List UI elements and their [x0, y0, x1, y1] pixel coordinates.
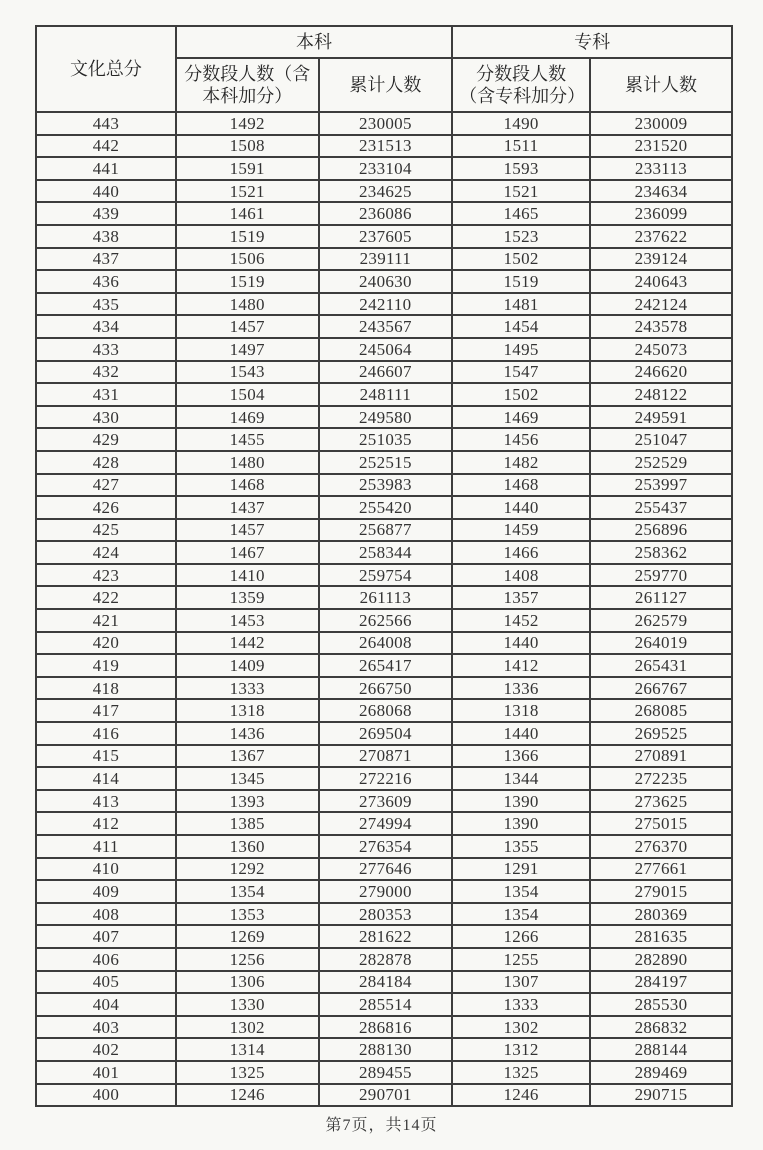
- cell-total-score: 424: [36, 541, 176, 564]
- cell-zhuanke-segment: 1452: [452, 609, 590, 632]
- cell-benke-cumulative: 264008: [319, 632, 453, 655]
- cell-benke-cumulative: 249580: [319, 406, 453, 429]
- cell-total-score: 407: [36, 925, 176, 948]
- table-row: [36, 135, 732, 158]
- cell-zhuanke-segment: 1593: [452, 157, 590, 180]
- cell-benke-segment: 1521: [176, 180, 319, 203]
- table-row: [36, 428, 732, 451]
- cell-benke-segment: 1457: [176, 519, 319, 542]
- cell-zhuanke-cumulative: 277661: [590, 858, 732, 881]
- cell-total-score: 422: [36, 586, 176, 609]
- cell-total-score: 439: [36, 202, 176, 225]
- cell-total-score: 438: [36, 225, 176, 248]
- table-row: [36, 270, 732, 293]
- cell-benke-segment: 1467: [176, 541, 319, 564]
- header-benke-group: 本科: [176, 26, 452, 58]
- table-row: [36, 812, 732, 835]
- cell-benke-cumulative: 242110: [319, 293, 453, 316]
- cell-total-score: 441: [36, 157, 176, 180]
- cell-benke-cumulative: 251035: [319, 428, 453, 451]
- cell-zhuanke-cumulative: 265431: [590, 654, 732, 677]
- cell-zhuanke-segment: 1325: [452, 1061, 590, 1084]
- header-zhuanke-segment: 分数段人数（含专科加分）: [452, 58, 590, 112]
- cell-total-score: 403: [36, 1016, 176, 1039]
- cell-zhuanke-segment: 1366: [452, 745, 590, 768]
- cell-zhuanke-segment: 1523: [452, 225, 590, 248]
- cell-benke-cumulative: 282878: [319, 948, 453, 971]
- cell-total-score: 429: [36, 428, 176, 451]
- table-row: [36, 361, 732, 384]
- cell-zhuanke-cumulative: 251047: [590, 428, 732, 451]
- table-row: [36, 835, 732, 858]
- cell-total-score: 416: [36, 722, 176, 745]
- cell-zhuanke-cumulative: 285530: [590, 993, 732, 1016]
- cell-benke-segment: 1492: [176, 112, 319, 135]
- cell-total-score: 409: [36, 880, 176, 903]
- cell-zhuanke-cumulative: 284197: [590, 971, 732, 994]
- cell-benke-segment: 1345: [176, 767, 319, 790]
- cell-zhuanke-segment: 1355: [452, 835, 590, 858]
- cell-zhuanke-cumulative: 252529: [590, 451, 732, 474]
- cell-zhuanke-cumulative: 259770: [590, 564, 732, 587]
- cell-zhuanke-cumulative: 275015: [590, 812, 732, 835]
- cell-zhuanke-cumulative: 242124: [590, 293, 732, 316]
- cell-total-score: 419: [36, 654, 176, 677]
- table-row: [36, 1038, 732, 1061]
- table-row: [36, 971, 732, 994]
- cell-total-score: 402: [36, 1038, 176, 1061]
- cell-zhuanke-cumulative: 261127: [590, 586, 732, 609]
- cell-total-score: 425: [36, 519, 176, 542]
- cell-benke-cumulative: 273609: [319, 790, 453, 813]
- cell-zhuanke-segment: 1354: [452, 880, 590, 903]
- cell-benke-cumulative: 277646: [319, 858, 453, 881]
- cell-benke-cumulative: 286816: [319, 1016, 453, 1039]
- cell-benke-cumulative: 245064: [319, 338, 453, 361]
- cell-benke-segment: 1455: [176, 428, 319, 451]
- cell-zhuanke-segment: 1481: [452, 293, 590, 316]
- table-row: [36, 225, 732, 248]
- cell-zhuanke-cumulative: 279015: [590, 880, 732, 903]
- cell-benke-segment: 1330: [176, 993, 319, 1016]
- cell-benke-segment: 1269: [176, 925, 319, 948]
- cell-benke-segment: 1497: [176, 338, 319, 361]
- cell-zhuanke-segment: 1333: [452, 993, 590, 1016]
- table-row: [36, 858, 732, 881]
- header-total-score: 文化总分: [36, 26, 176, 112]
- table-row: [36, 1016, 732, 1039]
- cell-zhuanke-cumulative: 276370: [590, 835, 732, 858]
- cell-zhuanke-segment: 1255: [452, 948, 590, 971]
- cell-benke-segment: 1469: [176, 406, 319, 429]
- cell-zhuanke-cumulative: 246620: [590, 361, 732, 384]
- cell-benke-segment: 1385: [176, 812, 319, 835]
- cell-zhuanke-segment: 1291: [452, 858, 590, 881]
- cell-zhuanke-cumulative: 239124: [590, 248, 732, 271]
- table-row: [36, 406, 732, 429]
- cell-benke-cumulative: 262566: [319, 609, 453, 632]
- header-zhuanke-group: 专科: [452, 26, 732, 58]
- table-row: [36, 541, 732, 564]
- cell-zhuanke-cumulative: 236099: [590, 202, 732, 225]
- cell-total-score: 410: [36, 858, 176, 881]
- cell-zhuanke-segment: 1412: [452, 654, 590, 677]
- cell-total-score: 442: [36, 135, 176, 158]
- cell-total-score: 440: [36, 180, 176, 203]
- cell-zhuanke-cumulative: 288144: [590, 1038, 732, 1061]
- cell-zhuanke-segment: 1465: [452, 202, 590, 225]
- cell-benke-segment: 1543: [176, 361, 319, 384]
- header-zhuanke-cumulative: 累计人数: [590, 58, 732, 112]
- cell-zhuanke-segment: 1302: [452, 1016, 590, 1039]
- table-row: [36, 632, 732, 655]
- cell-benke-segment: 1367: [176, 745, 319, 768]
- cell-benke-cumulative: 280353: [319, 903, 453, 926]
- cell-total-score: 433: [36, 338, 176, 361]
- cell-zhuanke-cumulative: 269525: [590, 722, 732, 745]
- cell-zhuanke-segment: 1357: [452, 586, 590, 609]
- cell-zhuanke-segment: 1459: [452, 519, 590, 542]
- table-row: [36, 654, 732, 677]
- cell-total-score: 421: [36, 609, 176, 632]
- cell-zhuanke-segment: 1440: [452, 632, 590, 655]
- table-row: [36, 722, 732, 745]
- cell-benke-cumulative: 289455: [319, 1061, 453, 1084]
- cell-zhuanke-segment: 1490: [452, 112, 590, 135]
- table-row: [36, 293, 732, 316]
- cell-zhuanke-cumulative: 280369: [590, 903, 732, 926]
- cell-benke-cumulative: 233104: [319, 157, 453, 180]
- cell-zhuanke-cumulative: 266767: [590, 677, 732, 700]
- cell-benke-segment: 1292: [176, 858, 319, 881]
- cell-benke-segment: 1506: [176, 248, 319, 271]
- cell-benke-segment: 1410: [176, 564, 319, 587]
- cell-benke-segment: 1442: [176, 632, 319, 655]
- cell-zhuanke-cumulative: 237622: [590, 225, 732, 248]
- cell-total-score: 431: [36, 383, 176, 406]
- cell-benke-segment: 1480: [176, 293, 319, 316]
- cell-benke-cumulative: 246607: [319, 361, 453, 384]
- cell-benke-cumulative: 270871: [319, 745, 453, 768]
- cell-zhuanke-cumulative: 248122: [590, 383, 732, 406]
- cell-benke-cumulative: 274994: [319, 812, 453, 835]
- cell-zhuanke-segment: 1318: [452, 699, 590, 722]
- cell-benke-segment: 1359: [176, 586, 319, 609]
- cell-benke-cumulative: 237605: [319, 225, 453, 248]
- cell-benke-segment: 1461: [176, 202, 319, 225]
- table-row: [36, 767, 732, 790]
- cell-zhuanke-segment: 1469: [452, 406, 590, 429]
- cell-benke-cumulative: 252515: [319, 451, 453, 474]
- cell-benke-segment: 1508: [176, 135, 319, 158]
- cell-benke-segment: 1318: [176, 699, 319, 722]
- table-row: [36, 586, 732, 609]
- cell-total-score: 415: [36, 745, 176, 768]
- table-row: [36, 993, 732, 1016]
- table-row: [36, 699, 732, 722]
- cell-total-score: 432: [36, 361, 176, 384]
- cell-total-score: 412: [36, 812, 176, 835]
- cell-zhuanke-segment: 1547: [452, 361, 590, 384]
- table-row: [36, 925, 732, 948]
- cell-zhuanke-cumulative: 282890: [590, 948, 732, 971]
- cell-benke-segment: 1360: [176, 835, 319, 858]
- table-row: [36, 451, 732, 474]
- cell-total-score: 411: [36, 835, 176, 858]
- cell-benke-segment: 1393: [176, 790, 319, 813]
- cell-zhuanke-segment: 1440: [452, 496, 590, 519]
- table-header: [36, 26, 732, 112]
- cell-total-score: 413: [36, 790, 176, 813]
- cell-zhuanke-segment: 1511: [452, 135, 590, 158]
- cell-zhuanke-cumulative: 231520: [590, 135, 732, 158]
- cell-benke-cumulative: 266750: [319, 677, 453, 700]
- cell-benke-cumulative: 268068: [319, 699, 453, 722]
- cell-zhuanke-cumulative: 258362: [590, 541, 732, 564]
- page-footer: 第7页，共14页: [325, 1117, 438, 1134]
- cell-zhuanke-cumulative: 243578: [590, 315, 732, 338]
- table-row: [36, 564, 732, 587]
- cell-zhuanke-cumulative: 253997: [590, 474, 732, 497]
- cell-benke-cumulative: 265417: [319, 654, 453, 677]
- cell-benke-cumulative: 243567: [319, 315, 453, 338]
- cell-benke-cumulative: 281622: [319, 925, 453, 948]
- cell-benke-cumulative: 284184: [319, 971, 453, 994]
- cell-benke-segment: 1591: [176, 157, 319, 180]
- cell-benke-cumulative: 255420: [319, 496, 453, 519]
- table-row: [36, 790, 732, 813]
- cell-benke-cumulative: 240630: [319, 270, 453, 293]
- cell-zhuanke-segment: 1466: [452, 541, 590, 564]
- cell-benke-cumulative: 290701: [319, 1084, 453, 1107]
- cell-total-score: 418: [36, 677, 176, 700]
- cell-zhuanke-segment: 1502: [452, 383, 590, 406]
- table-row: [36, 112, 732, 135]
- cell-zhuanke-segment: 1495: [452, 338, 590, 361]
- header-benke-cumulative: 累计人数: [319, 58, 453, 112]
- cell-benke-cumulative: 248111: [319, 383, 453, 406]
- table-row: [36, 1084, 732, 1107]
- cell-benke-segment: 1325: [176, 1061, 319, 1084]
- cell-benke-cumulative: 285514: [319, 993, 453, 1016]
- cell-benke-cumulative: 234625: [319, 180, 453, 203]
- cell-zhuanke-segment: 1390: [452, 790, 590, 813]
- cell-zhuanke-cumulative: 256896: [590, 519, 732, 542]
- table-row: [36, 315, 732, 338]
- table-body: [36, 112, 732, 1106]
- cell-zhuanke-segment: 1390: [452, 812, 590, 835]
- cell-total-score: 434: [36, 315, 176, 338]
- table-row: [36, 677, 732, 700]
- table-row: [36, 180, 732, 203]
- cell-zhuanke-segment: 1266: [452, 925, 590, 948]
- cell-benke-cumulative: 236086: [319, 202, 453, 225]
- cell-total-score: 404: [36, 993, 176, 1016]
- cell-benke-segment: 1256: [176, 948, 319, 971]
- table-row: [36, 880, 732, 903]
- cell-benke-segment: 1453: [176, 609, 319, 632]
- cell-benke-cumulative: 261113: [319, 586, 453, 609]
- cell-benke-segment: 1409: [176, 654, 319, 677]
- table-row: [36, 519, 732, 542]
- cell-benke-segment: 1504: [176, 383, 319, 406]
- cell-benke-cumulative: 272216: [319, 767, 453, 790]
- cell-total-score: 437: [36, 248, 176, 271]
- table-row: [36, 745, 732, 768]
- cell-total-score: 427: [36, 474, 176, 497]
- cell-zhuanke-segment: 1336: [452, 677, 590, 700]
- table-row: [36, 609, 732, 632]
- cell-zhuanke-segment: 1312: [452, 1038, 590, 1061]
- cell-zhuanke-cumulative: 289469: [590, 1061, 732, 1084]
- cell-zhuanke-segment: 1440: [452, 722, 590, 745]
- cell-zhuanke-cumulative: 240643: [590, 270, 732, 293]
- cell-zhuanke-cumulative: 268085: [590, 699, 732, 722]
- table-row: [36, 383, 732, 406]
- cell-benke-segment: 1306: [176, 971, 319, 994]
- cell-total-score: 420: [36, 632, 176, 655]
- cell-zhuanke-cumulative: 262579: [590, 609, 732, 632]
- cell-total-score: 406: [36, 948, 176, 971]
- cell-benke-cumulative: 256877: [319, 519, 453, 542]
- cell-benke-segment: 1437: [176, 496, 319, 519]
- cell-zhuanke-cumulative: 234634: [590, 180, 732, 203]
- cell-zhuanke-cumulative: 245073: [590, 338, 732, 361]
- cell-benke-cumulative: 230005: [319, 112, 453, 135]
- cell-zhuanke-segment: 1246: [452, 1084, 590, 1107]
- cell-zhuanke-cumulative: 281635: [590, 925, 732, 948]
- cell-benke-segment: 1480: [176, 451, 319, 474]
- cell-zhuanke-segment: 1307: [452, 971, 590, 994]
- cell-zhuanke-segment: 1408: [452, 564, 590, 587]
- cell-zhuanke-cumulative: 270891: [590, 745, 732, 768]
- cell-total-score: 405: [36, 971, 176, 994]
- cell-zhuanke-segment: 1521: [452, 180, 590, 203]
- table-row: [36, 157, 732, 180]
- cell-total-score: 426: [36, 496, 176, 519]
- table-row: [36, 1061, 732, 1084]
- cell-benke-cumulative: 259754: [319, 564, 453, 587]
- table-row: [36, 202, 732, 225]
- header-benke-segment: 分数段人数（含本科加分）: [176, 58, 319, 112]
- cell-zhuanke-cumulative: 255437: [590, 496, 732, 519]
- cell-total-score: 400: [36, 1084, 176, 1107]
- cell-zhuanke-segment: 1456: [452, 428, 590, 451]
- cell-total-score: 436: [36, 270, 176, 293]
- cell-zhuanke-cumulative: 273625: [590, 790, 732, 813]
- cell-benke-segment: 1246: [176, 1084, 319, 1107]
- cell-zhuanke-segment: 1354: [452, 903, 590, 926]
- cell-benke-segment: 1519: [176, 270, 319, 293]
- cell-total-score: 423: [36, 564, 176, 587]
- cell-benke-cumulative: 276354: [319, 835, 453, 858]
- cell-benke-segment: 1302: [176, 1016, 319, 1039]
- cell-benke-cumulative: 269504: [319, 722, 453, 745]
- cell-zhuanke-cumulative: 290715: [590, 1084, 732, 1107]
- cell-benke-cumulative: 253983: [319, 474, 453, 497]
- cell-benke-cumulative: 231513: [319, 135, 453, 158]
- cell-zhuanke-segment: 1468: [452, 474, 590, 497]
- cell-benke-cumulative: 239111: [319, 248, 453, 271]
- cell-benke-segment: 1457: [176, 315, 319, 338]
- cell-zhuanke-cumulative: 233113: [590, 157, 732, 180]
- cell-total-score: 414: [36, 767, 176, 790]
- cell-benke-segment: 1333: [176, 677, 319, 700]
- cell-zhuanke-segment: 1502: [452, 248, 590, 271]
- cell-total-score: 435: [36, 293, 176, 316]
- cell-benke-cumulative: 288130: [319, 1038, 453, 1061]
- cell-zhuanke-cumulative: 249591: [590, 406, 732, 429]
- cell-total-score: 443: [36, 112, 176, 135]
- cell-zhuanke-cumulative: 230009: [590, 112, 732, 135]
- cell-zhuanke-segment: 1454: [452, 315, 590, 338]
- cell-zhuanke-segment: 1519: [452, 270, 590, 293]
- cell-total-score: 430: [36, 406, 176, 429]
- cell-benke-segment: 1468: [176, 474, 319, 497]
- table-row: [36, 474, 732, 497]
- cell-total-score: 401: [36, 1061, 176, 1084]
- cell-zhuanke-cumulative: 264019: [590, 632, 732, 655]
- table-row: [36, 338, 732, 361]
- table-row: [36, 248, 732, 271]
- cell-zhuanke-cumulative: 272235: [590, 767, 732, 790]
- cell-benke-cumulative: 258344: [319, 541, 453, 564]
- header-group-row: [36, 26, 732, 58]
- score-distribution-table: [35, 25, 733, 1107]
- table-row: [36, 496, 732, 519]
- table-row: [36, 903, 732, 926]
- table-row: [36, 948, 732, 971]
- cell-zhuanke-cumulative: 286832: [590, 1016, 732, 1039]
- cell-total-score: 408: [36, 903, 176, 926]
- cell-zhuanke-segment: 1482: [452, 451, 590, 474]
- cell-total-score: 428: [36, 451, 176, 474]
- cell-benke-segment: 1314: [176, 1038, 319, 1061]
- cell-benke-segment: 1436: [176, 722, 319, 745]
- cell-benke-segment: 1519: [176, 225, 319, 248]
- cell-benke-segment: 1354: [176, 880, 319, 903]
- cell-benke-segment: 1353: [176, 903, 319, 926]
- cell-zhuanke-segment: 1344: [452, 767, 590, 790]
- cell-total-score: 417: [36, 699, 176, 722]
- cell-benke-cumulative: 279000: [319, 880, 453, 903]
